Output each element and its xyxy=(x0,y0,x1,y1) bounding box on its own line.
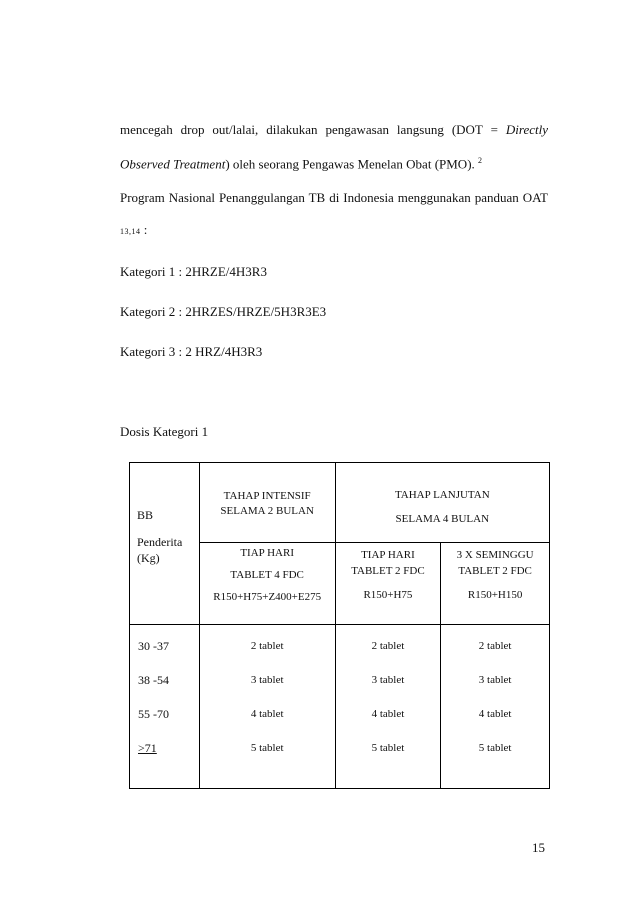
paragraph-2-line-2 xyxy=(120,222,548,240)
col-3-values-cell xyxy=(441,625,550,789)
dose-value: 4 tablet xyxy=(250,708,284,720)
bb-value: 38 -54 xyxy=(138,673,169,687)
dose-value: 3 tablet xyxy=(250,674,284,686)
col-3-line-3: R150+H150 xyxy=(467,589,523,601)
col-2-line-1: TIAP HARI xyxy=(361,549,415,561)
col-2-values-cell xyxy=(335,625,441,789)
dose-value: 3 tablet xyxy=(371,674,405,686)
lanjutan-line-2: SELAMA 4 BULAN xyxy=(395,513,490,525)
category-2: Kategori 2 : 2HRZES/HRZE/5H3R3E3 xyxy=(120,304,327,319)
page-number: 15 xyxy=(532,840,545,855)
category-1: Kategori 1 : 2HRZE/4H3R3 xyxy=(120,264,267,279)
colon: : xyxy=(143,222,148,237)
dose-value: 5 tablet xyxy=(478,742,512,754)
col-3-line-1: 3 X SEMINGGU xyxy=(456,549,534,561)
bb-value: 30 -37 xyxy=(138,639,169,653)
col-2-line-3: R150+H75 xyxy=(363,589,413,601)
dosage-table xyxy=(129,462,550,789)
bb-label: BB xyxy=(137,508,154,522)
dose-value: 3 tablet xyxy=(478,674,512,686)
col-3-header xyxy=(441,543,550,625)
dose-value: 5 tablet xyxy=(371,742,405,754)
paragraph-1-rest: ) oleh seorang Pengawas Menelan Obat (PMO). xyxy=(225,156,475,172)
col-1-line-1: TIAP HARI xyxy=(240,547,295,559)
lanjutan-header xyxy=(335,463,549,543)
dose-value: 4 tablet xyxy=(478,708,512,720)
lanjutan-line-1: TAHAP LANJUTAN xyxy=(394,489,490,501)
bb-header xyxy=(130,463,200,625)
paragraph-1-line-2 xyxy=(120,153,548,172)
penderita-label: Penderita xyxy=(137,535,183,549)
table-title: Dosis Kategori 1 xyxy=(120,424,209,439)
col-1-header xyxy=(199,543,335,625)
category-3: Kategori 3 : 2 HRZ/4H3R3 xyxy=(120,344,263,359)
col-1-values-cell xyxy=(199,625,335,789)
col-2-line-2: TABLET 2 FDC xyxy=(351,565,425,577)
bb-value: 55 -70 xyxy=(138,707,169,721)
intensif-header xyxy=(199,463,335,543)
reference-superscript: 2 xyxy=(478,156,483,165)
bb-values-cell xyxy=(130,625,200,789)
col-1-line-2: TABLET 4 FDC xyxy=(230,569,304,581)
directly-italic: Directly xyxy=(505,122,548,137)
paragraph-1-line-1 xyxy=(120,122,548,138)
col-2-header xyxy=(335,543,441,625)
col-3-line-2: TABLET 2 FDC xyxy=(458,565,532,577)
dose-value: 4 tablet xyxy=(371,708,405,720)
intensif-line-1: TAHAP INTENSIF xyxy=(223,490,311,502)
kg-label: (Kg) xyxy=(137,551,160,565)
dose-value: 2 tablet xyxy=(250,640,284,652)
dose-value: 2 tablet xyxy=(478,640,512,652)
dose-value: 2 tablet xyxy=(371,640,405,652)
paragraph-1-text: mencegah drop out/lalai, dilakukan pengawasan langsung (DOT = xyxy=(120,122,498,137)
reference-superscript-2: 13,14 xyxy=(120,227,141,236)
paragraph-2-line-1: Program Nasional Penanggulangan TB di Indonesia menggunakan panduan OAT xyxy=(120,190,548,205)
observed-treatment-italic: Observed Treatment xyxy=(120,156,226,172)
dose-value: 5 tablet xyxy=(250,742,284,754)
intensif-line-2: SELAMA 2 BULAN xyxy=(220,505,314,517)
bb-value: >71 xyxy=(138,741,157,755)
col-1-line-3: R150+H75+Z400+E275 xyxy=(213,591,322,603)
